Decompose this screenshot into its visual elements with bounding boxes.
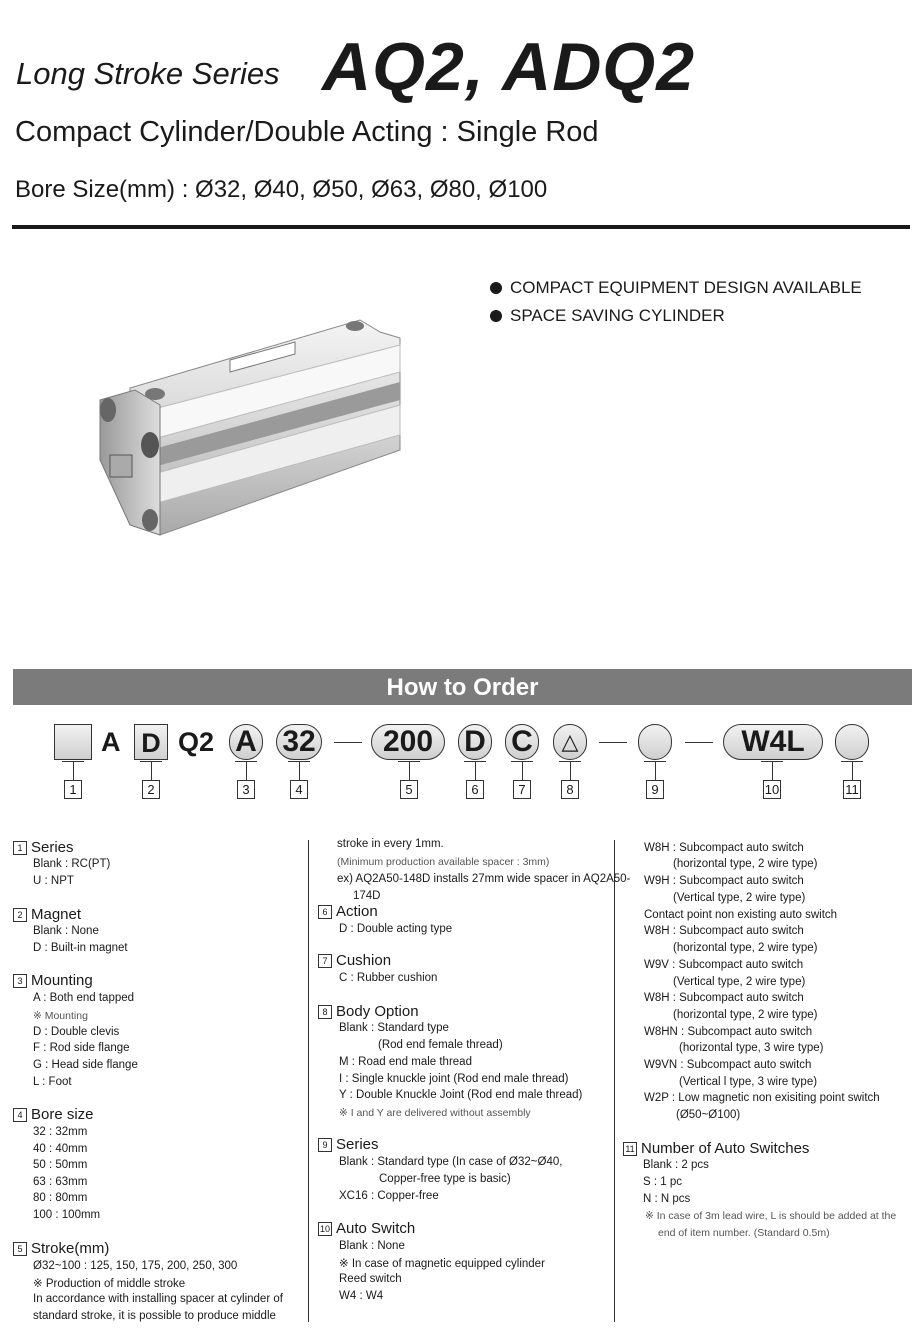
code-box-magnet: D [134,724,168,760]
code-oval-stroke: 200 [371,724,445,760]
option-line: (horizontal type, 2 wire type) [673,942,818,954]
section-heading-cushion: 7 Cushion [318,952,391,969]
code-number: 4 [290,780,308,799]
section-heading-stroke: 5 Stroke(mm) [13,1240,109,1257]
code-number: 10 [764,782,780,797]
option-line: (horizontal type, 2 wire type) [673,1009,818,1021]
code-dash [334,742,362,743]
section-heading-magnet: 2 Magnet [13,906,81,923]
option-line: I : Single knuckle joint (Rod end male thread) [339,1073,569,1085]
option-line: M : Road end male thread [339,1056,472,1068]
option-line: (horizontal type, 2 wire type) [673,858,818,870]
code-number: 6 [466,780,484,799]
paragraph-line: stroke in every 1mm. [337,838,444,850]
section-heading-body-option: 8 Body Option [318,1003,419,1020]
cylinder-product-image [90,310,420,550]
section-heading-series: 1 Series [13,839,74,856]
code-oval-switch-count [835,724,869,760]
option-line: (Vertical type, 2 wire type) [673,976,806,988]
code-connector [522,761,523,780]
option-line: (Vertical type, 2 wire type) [673,892,806,904]
code-oval-body-option: △ [553,724,587,760]
product-subtitle: Compact Cylinder/Double Acting : Single Rod [15,116,599,148]
paragraph-line: In accordance with installing spacer at cylinder of [33,1293,283,1305]
option-line: G : Head side flange [33,1059,138,1071]
option-line: D : Double clevis [33,1026,120,1038]
code-connector [299,761,300,780]
option-line: 32 : 32mm [33,1126,88,1138]
section-heading-auto-switch: 10 Auto Switch [319,1220,416,1237]
option-line: 40 : 40mm [33,1143,88,1155]
code-connector [475,761,476,780]
section-heading-mounting: 3 Mounting [13,972,93,989]
option-line: Blank : None [339,1240,405,1252]
header-rule [12,225,910,229]
code-connector [73,761,74,780]
option-line: ※ Production of middle stroke [33,1278,186,1290]
code-number: 1 [64,780,82,799]
code-dash [685,742,713,743]
code-number: 3 [237,780,255,799]
code-oval-auto-switch: W4L [723,724,823,760]
section-heading-switch-count: 11 Number of Auto Switches [623,1140,809,1157]
paragraph-line: standard stroke, it is possible to produce middle [33,1310,276,1322]
option-line: Blank : RC(PT) [33,858,111,870]
option-line: 50 : 50mm [33,1159,88,1171]
section-heading-series-9: 9 Series [318,1136,379,1153]
code-number: 2 [142,780,160,799]
code-number: 5 [400,780,418,799]
code-number: 8 [561,780,579,799]
option-line: 80 : 80mm [33,1192,88,1204]
bullet-icon [490,282,502,294]
option-note: end of item number. (Standard 0.5m) [658,1227,830,1239]
option-line: Y : Double Knuckle Joint (Rod end male thread) [339,1089,583,1101]
option-note: (Minimum production available spacer : 3mm) [337,856,550,868]
option-line: ※ In case of magnetic equipped cylinder [339,1258,545,1270]
option-line: Reed switch [339,1273,402,1285]
code-connector [655,761,656,780]
option-line: (Vertical l type, 3 wire type) [679,1076,818,1088]
code-q2: Q2 [178,727,215,757]
option-line: 63 : 63mm [33,1176,88,1188]
option-line: D : Double acting type [339,923,453,935]
option-line: Blank : 2 pcs [643,1159,709,1171]
option-line: Contact point non existing auto switch [644,909,838,921]
option-line: W9V : Subcompact auto switch [644,959,804,971]
code-box-series [54,724,92,760]
option-line: (Ø50~Ø100) [676,1109,741,1121]
column-divider [308,840,309,1322]
code-number: 9 [646,780,664,799]
option-line: Blank : Standard type (In case of Ø32~Ø40, [339,1156,563,1168]
option-line: W4 : W4 [339,1290,384,1302]
code-connector [852,761,853,780]
code-oval-series [638,724,672,760]
option-line: Blank : Standard type [339,1022,449,1034]
option-line: XC16 : Copper-free [339,1190,439,1202]
option-line: U : NPT [33,875,74,887]
option-line: Ø32~100 : 125, 150, 175, 200, 250, 300 [33,1260,238,1272]
code-oval-bore: 32 [276,724,322,760]
option-line: (horizontal type, 3 wire type) [679,1042,824,1054]
option-line: 100 : 100mm [33,1209,101,1221]
option-line: W9H : Subcompact auto switch [644,875,804,887]
paragraph-line: 174D [353,890,381,902]
option-note: ※ Mounting [33,1010,88,1022]
series-title: Long Stroke Series [16,56,280,91]
option-line: A : Both end tapped [33,992,135,1004]
code-number: 7 [513,780,531,799]
option-line: C : Rubber cushion [339,972,438,984]
section-heading-action: 6 Action [318,903,378,920]
code-connector [570,761,571,780]
option-line: S : 1 pc [643,1176,682,1188]
option-line: W2P : Low magnetic non exisiting point switch [644,1092,880,1104]
code-number: 11 [843,780,861,799]
option-line: W8HN : Subcompact auto switch [644,1026,813,1038]
code-connector [246,761,247,780]
column-divider [614,840,615,1322]
option-note: ※ In case of 3m lead wire, L is should be added at the [645,1210,897,1222]
code-dash [599,742,627,743]
option-line: W9VN : Subcompact auto switch [644,1059,812,1071]
bullet-icon [490,310,502,322]
code-letter-a: A [101,727,121,757]
paragraph-line: ex) AQ2A50-148D installs 27mm wide spacer in AQ2A50- [337,873,631,885]
code-connector [151,761,152,780]
feature-item: COMPACT EQUIPMENT DESIGN AVAILABLE [490,278,862,298]
option-line: W8H : Subcompact auto switch [644,842,804,854]
how-to-order-header: How to Order [13,669,912,705]
option-line: N : N pcs [643,1193,691,1205]
feature-item: SPACE SAVING CYLINDER [490,306,725,326]
code-connector [772,761,773,780]
code-connector [409,761,410,780]
model-title: AQ2, ADQ2 [322,29,696,105]
bore-sizes: Bore Size(mm) : Ø32, Ø40, Ø50, Ø63, Ø80, Ø100 [15,176,548,203]
option-line: (Rod end female thread) [378,1039,503,1051]
option-line: F : Rod side flange [33,1042,130,1054]
code-oval-mounting: A [229,724,263,760]
section-heading-bore-size: 4 Bore size [13,1106,94,1123]
option-note: ※ I and Y are delivered without assembly [339,1107,531,1119]
code-oval-cushion: C [505,724,539,760]
option-line: L : Foot [33,1076,72,1088]
option-line: Blank : None [33,925,99,937]
option-line: Copper-free type is basic) [379,1173,511,1185]
option-line: W8H : Subcompact auto switch [644,925,804,937]
option-line: D : Built-in magnet [33,942,128,954]
option-line: W8H : Subcompact auto switch [644,992,804,1004]
code-oval-action: D [458,724,492,760]
